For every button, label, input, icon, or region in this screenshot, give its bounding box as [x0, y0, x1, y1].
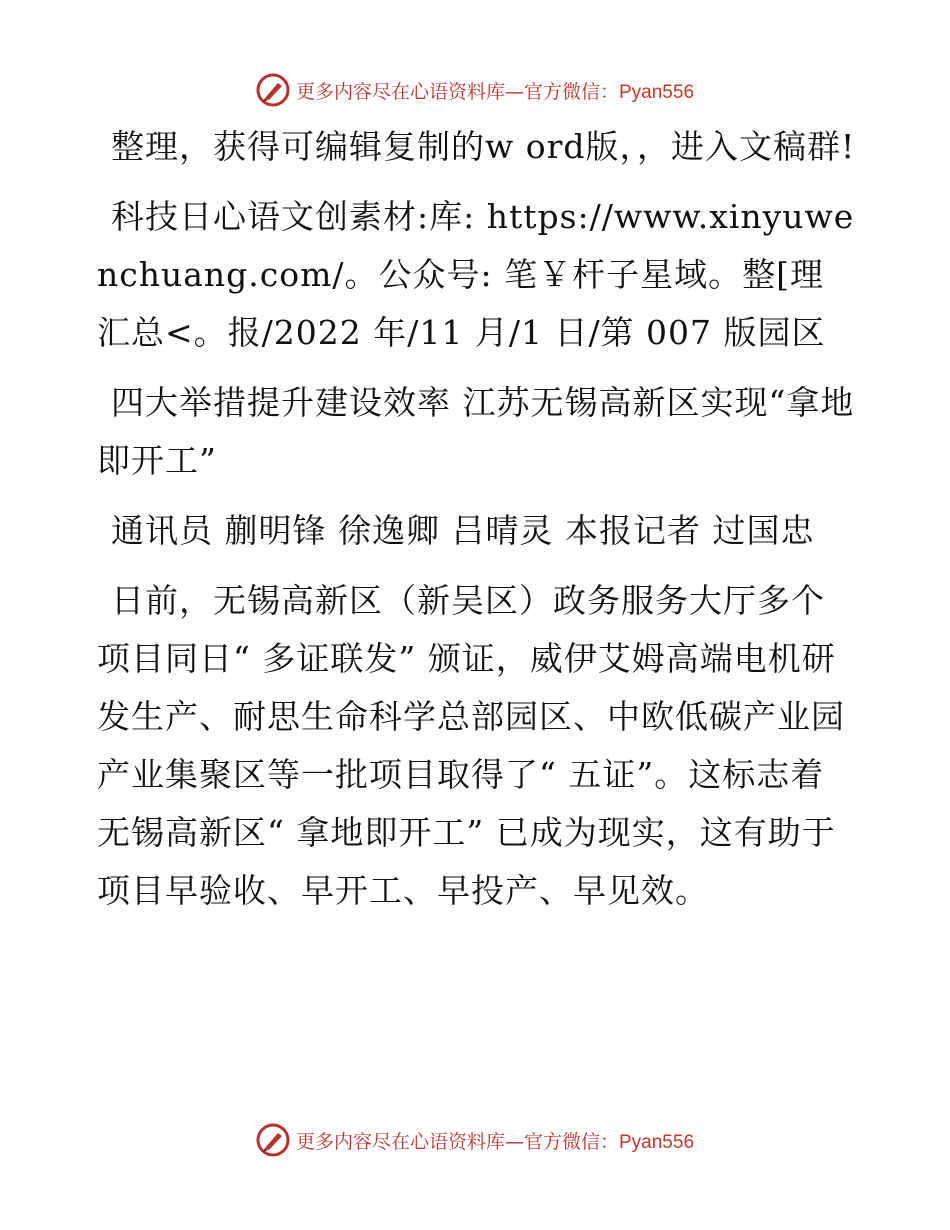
- pen-logo-icon: [256, 1123, 290, 1157]
- watermark-text: 更多内容尽在心语资料库—官方微信：Pyan556: [295, 1130, 695, 1153]
- footer-watermark-banner: [0, 1120, 950, 1160]
- paragraph-source: 科技日心语文创素材:库: https://www.xinyuwenchuang.com/。公众号: 笔￥杆子星域。整[理汇总<。报/2022 年/11 月/1 日/第 007 版园区: [97, 197, 855, 352]
- article-headline: 四大举措提升建设效率 江苏无锡高新区实现“拿地即开工”: [97, 383, 855, 480]
- paragraph-intro: 整理，获得可编辑复制的w ord版，，进入文稿群!: [111, 127, 856, 166]
- watermark-text: 更多内容尽在心语资料库—官方微信：Pyan556: [295, 80, 695, 103]
- article-byline: 通讯员 蒯明锋 徐逸卿 吕晴灵 本报记者 过国忠: [111, 511, 815, 550]
- document-body: [97, 118, 857, 932]
- article-body-paragraph: 日前，无锡高新区（新吴区）政务服务大厅多个项目同日“ 多证联发” 颁证，威伊艾姆高端电机研发生产、耐思生命科学总部园区、中欧低碳产业园产业集聚区等一批项目取得了“ 五证”。这标志着无锡高新区“ 拿地即开工” 已成为现实，这有助于项目早验收、早开工、早投产、早见效。: [97, 581, 845, 910]
- pen-logo-icon: [256, 73, 290, 107]
- header-watermark-banner: [0, 70, 950, 110]
